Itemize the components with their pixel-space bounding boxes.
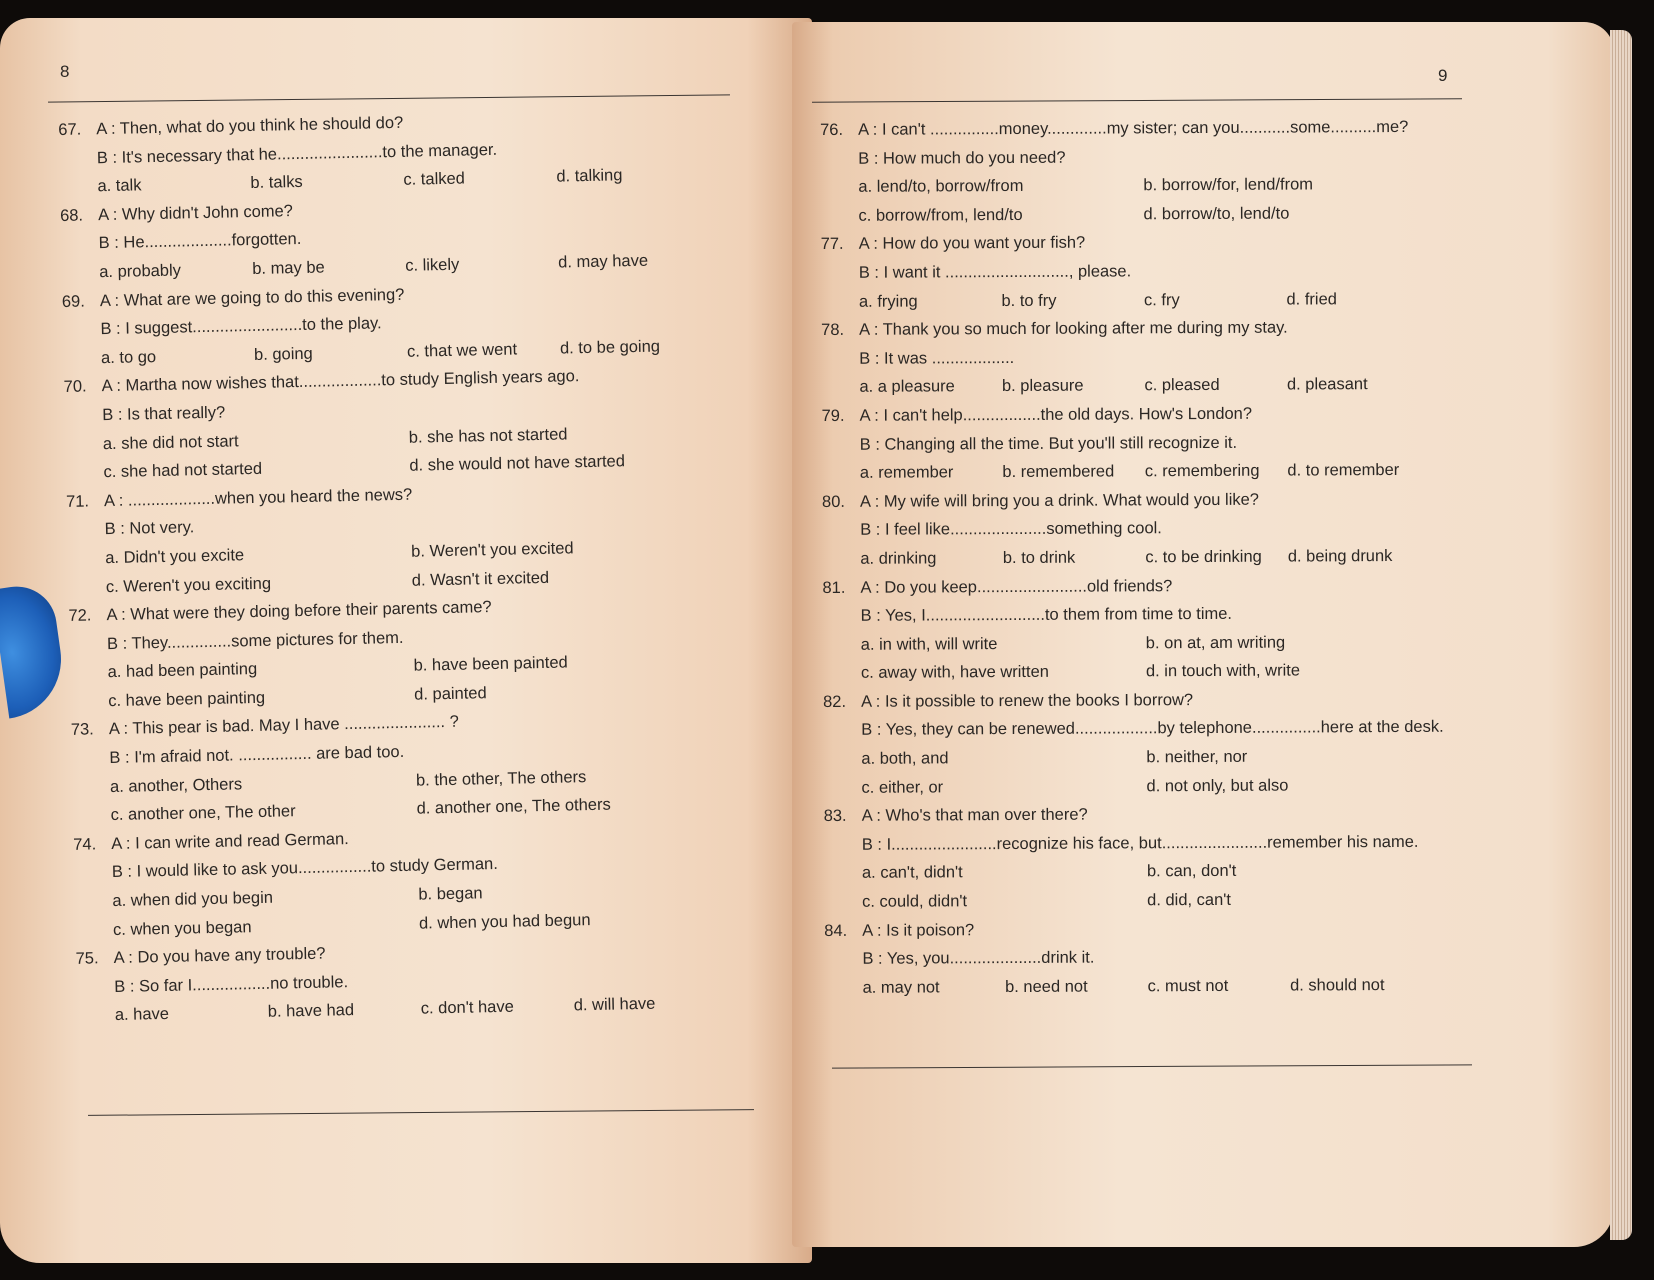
option-a[interactable]: a. drinking: [860, 549, 937, 568]
question-item: [68, 588, 720, 716]
option-d[interactable]: d. fried: [1286, 289, 1337, 309]
bottom-rule: [832, 1064, 1472, 1068]
option-b[interactable]: b. Weren't you excited: [411, 539, 574, 561]
question-line-a: [821, 227, 1429, 259]
question-text: A : Is it poison?: [862, 920, 975, 940]
question-text: A : I can't help.................the old days. How's London?: [859, 404, 1253, 425]
question-item: [60, 188, 712, 287]
option-c[interactable]: c. to be drinking: [1145, 547, 1262, 567]
option-c[interactable]: c. another one, The other: [110, 802, 296, 825]
question-text: A : Do you have any trouble?: [113, 944, 326, 968]
option-b[interactable]: b. borrow/for, lend/from: [1143, 175, 1314, 195]
options-row: [824, 885, 1432, 917]
option-b[interactable]: b. neither, nor: [1146, 747, 1248, 767]
question-item: [821, 313, 1429, 402]
option-a[interactable]: a. had been painting: [107, 660, 258, 682]
option-b[interactable]: b. talks: [250, 173, 303, 193]
question-text: A : What were they doing before their parents came?: [106, 598, 492, 625]
question-number: 72.: [68, 606, 92, 625]
option-d[interactable]: d. pleasant: [1286, 375, 1368, 394]
option-a[interactable]: a. lend/to, borrow/from: [858, 177, 1024, 196]
options-row: [823, 627, 1431, 659]
option-b[interactable]: b. remembered: [1002, 462, 1115, 482]
question-text: A : This pear is bad. May I have ...................... ?: [108, 713, 459, 739]
option-d[interactable]: d. being drunk: [1287, 546, 1393, 566]
question-text: B : Yes, you....................drink it.: [862, 948, 1095, 969]
question-number: 75.: [75, 949, 99, 969]
question-number: 84.: [824, 921, 848, 940]
question-line-a: [821, 399, 1429, 431]
option-b[interactable]: b. have been painted: [413, 653, 568, 675]
question-item: [62, 274, 714, 373]
question-text: B : I suggest........................to the play.: [100, 314, 382, 339]
option-b[interactable]: b. going: [253, 344, 313, 364]
options-row: [820, 170, 1428, 202]
option-d[interactable]: d. when you had begun: [418, 910, 591, 933]
question-line-b: [822, 427, 1430, 459]
question-text: A : Who's that man over there?: [861, 805, 1088, 826]
option-a[interactable]: a. when did you begin: [112, 888, 274, 911]
question-item: [71, 703, 723, 831]
option-d[interactable]: d. borrow/to, lend/to: [1143, 204, 1290, 224]
question-number: 67.: [58, 120, 82, 139]
question-line-b: [824, 942, 1432, 974]
option-d[interactable]: d. talking: [556, 166, 623, 186]
question-line-a: [822, 570, 1430, 602]
question-text: B : Is that really?: [102, 403, 226, 425]
option-d[interactable]: d. may have: [557, 251, 649, 272]
question-line-a: [823, 685, 1431, 717]
question-line-a: [824, 913, 1432, 945]
question-item: [821, 399, 1429, 488]
options-row: [820, 199, 1428, 231]
options-row: [822, 456, 1430, 488]
question-line-a: [822, 485, 1430, 517]
option-d[interactable]: d. to remember: [1287, 461, 1400, 480]
question-item: [75, 931, 727, 1030]
question-text: B : I.......................recognize his face, but.......................remember his name.: [861, 832, 1419, 854]
option-c[interactable]: c. have been painting: [108, 688, 266, 710]
options-row: [823, 656, 1431, 688]
question-text: A : What are we going to do this evening?: [99, 285, 405, 310]
options-row: [821, 370, 1429, 402]
option-a[interactable]: a. can't, didn't: [861, 863, 963, 883]
question-text: B : How much do you need?: [858, 148, 1066, 168]
option-d[interactable]: d. did, can't: [1147, 890, 1232, 910]
question-text: B : Not very.: [104, 518, 195, 539]
question-line-a: [824, 799, 1432, 831]
question-number: 83.: [823, 807, 847, 826]
top-rule: [48, 94, 730, 102]
question-text: B : He...................forgotten.: [98, 230, 302, 253]
option-a[interactable]: a. may not: [862, 978, 940, 997]
question-item: [66, 474, 718, 602]
question-text: A : I can't ...............money.............my sister; can you...........some..........me?: [858, 117, 1409, 139]
option-c[interactable]: c. she had not started: [103, 459, 263, 482]
option-a[interactable]: a. both, and: [861, 749, 949, 768]
question-text: B : They..............some pictures for them.: [106, 628, 404, 653]
question-number: 70.: [63, 377, 87, 397]
question-line-b: [821, 256, 1429, 288]
option-a[interactable]: a. a pleasure: [859, 377, 955, 397]
page-number: 8: [60, 62, 70, 81]
option-a[interactable]: a. have: [114, 1005, 170, 1025]
question-item: [823, 685, 1444, 803]
question-column: [58, 102, 727, 1030]
left-page: [0, 18, 812, 1263]
question-number: 68.: [59, 206, 84, 225]
option-a[interactable]: a. talk: [97, 176, 142, 196]
option-d[interactable]: d. not only, but also: [1146, 776, 1289, 795]
option-a[interactable]: a. remember: [859, 463, 954, 482]
question-text: B : It's necessary that he.......................to the manager.: [96, 140, 498, 167]
option-c[interactable]: c. likely: [405, 255, 460, 275]
option-d[interactable]: d. another one, The others: [416, 795, 611, 818]
question-number: [74, 877, 112, 878]
question-text: A : How do you want your fish?: [858, 233, 1086, 254]
question-line-a: [820, 113, 1428, 145]
option-d[interactable]: d. painted: [414, 684, 487, 704]
question-item: [824, 799, 1433, 917]
question-number: 71.: [65, 492, 90, 511]
question-text: A : Then, what do you think he should do?: [96, 113, 404, 139]
option-c[interactable]: c. borrow/from, lend/to: [858, 205, 1023, 225]
option-c[interactable]: c. must not: [1147, 976, 1229, 996]
question-line-b: [824, 828, 1432, 860]
question-text: A : Do you keep........................old friends?: [860, 576, 1173, 597]
option-b[interactable]: b. can, don't: [1146, 862, 1237, 881]
question-column: [820, 113, 1444, 1003]
question-number: 81.: [822, 578, 846, 597]
question-text: B : I would like to ask you................to study German.: [111, 855, 499, 882]
question-number: 79.: [821, 406, 845, 425]
question-number: [67, 534, 105, 535]
option-b[interactable]: b. on at, am writing: [1145, 633, 1286, 652]
question-number: [64, 420, 102, 421]
option-b[interactable]: b. have had: [267, 1001, 355, 1022]
bottom-rule: [88, 1109, 754, 1116]
question-item: [822, 485, 1430, 574]
question-item: [824, 913, 1432, 1002]
question-number: [59, 163, 97, 164]
question-number: [69, 649, 107, 650]
question-number: 73.: [70, 720, 94, 740]
option-c[interactable]: c. don't have: [420, 998, 514, 1019]
question-text: B : Yes, they can be renewed..................by telephone...............here at the desk.: [861, 718, 1444, 740]
option-c[interactable]: c. either, or: [861, 778, 944, 797]
question-number: 77.: [820, 235, 844, 254]
question-number: 74.: [73, 835, 97, 854]
option-a[interactable]: a. another, Others: [109, 774, 243, 796]
option-b[interactable]: b. the other, The others: [415, 767, 587, 790]
option-c[interactable]: c. could, didn't: [862, 892, 968, 911]
top-rule: [812, 98, 1462, 102]
question-number: 78.: [821, 321, 845, 340]
option-c[interactable]: c. when you began: [112, 917, 252, 939]
question-line-a: [821, 313, 1429, 345]
page-edge: [1610, 30, 1632, 1240]
question-text: B : I want it ..........................., please.: [858, 262, 1132, 282]
option-d[interactable]: d. to be going: [559, 337, 661, 358]
option-d[interactable]: d. in touch with, write: [1145, 661, 1301, 681]
option-c[interactable]: c. that we went: [406, 340, 518, 361]
option-c[interactable]: c. remembering: [1144, 461, 1260, 481]
question-line-b: [823, 713, 1444, 745]
option-a[interactable]: a. to go: [100, 347, 157, 367]
question-item: [73, 817, 725, 945]
question-text: B : I'm afraid not. ................ are bad too.: [109, 742, 405, 768]
option-b[interactable]: b. pleasure: [1001, 376, 1084, 396]
question-number: [72, 763, 110, 764]
question-number: [63, 334, 101, 335]
question-text: B : It was ..................: [859, 348, 1015, 368]
question-text: A : Martha now wishes that..................to study English years ago.: [101, 367, 580, 396]
question-text: B : Yes, I..........................to them from time to time.: [860, 604, 1233, 625]
option-b[interactable]: b. she has not started: [408, 424, 568, 447]
question-text: B : I feel like.....................something cool.: [860, 519, 1162, 540]
question-text: A : I can write and read German.: [111, 829, 349, 853]
question-number: [76, 992, 114, 993]
options-row: [824, 856, 1432, 888]
option-c[interactable]: c. talked: [403, 169, 466, 189]
question-item: [821, 227, 1429, 316]
option-a[interactable]: a. in with, will write: [860, 634, 998, 654]
option-a[interactable]: a. probably: [99, 261, 182, 282]
question-number: 80.: [821, 492, 846, 511]
option-b[interactable]: b. may be: [252, 258, 325, 278]
question-item: [58, 102, 710, 201]
question-number: 69.: [61, 292, 86, 311]
options-row: [823, 770, 1431, 802]
question-number: [61, 249, 99, 250]
options-row: [821, 284, 1429, 316]
option-a[interactable]: a. frying: [858, 292, 918, 311]
question-text: A : ...................when you heard the news?: [103, 485, 413, 510]
right-page: [792, 22, 1614, 1247]
question-item: [822, 570, 1431, 688]
page-number: 9: [1438, 66, 1448, 85]
question-text: A : Is it possible to renew the books I borrow?: [861, 690, 1194, 711]
question-text: B : Changing all the time. But you'll still recognize it.: [859, 433, 1238, 454]
option-d[interactable]: d. will have: [573, 995, 656, 1015]
question-text: A : Why didn't John come?: [97, 201, 294, 224]
question-number: 82.: [823, 692, 847, 711]
option-b[interactable]: b. need not: [1005, 977, 1088, 996]
option-b[interactable]: b. to fry: [1001, 291, 1057, 310]
option-b[interactable]: b. began: [418, 884, 483, 904]
question-line-b: [820, 141, 1428, 173]
option-c[interactable]: c. Weren't you exciting: [105, 574, 272, 596]
option-c[interactable]: c. away with, have written: [860, 663, 1049, 683]
option-d[interactable]: d. she would not have started: [409, 452, 626, 475]
option-a[interactable]: a. she did not start: [102, 431, 239, 453]
option-b[interactable]: b. to drink: [1002, 548, 1076, 567]
question-text: A : My wife will bring you a drink. What would you like?: [859, 490, 1259, 511]
question-text: B : So far I.................no trouble.: [114, 972, 349, 996]
question-line-b: [822, 513, 1430, 545]
option-c[interactable]: c. fry: [1143, 290, 1180, 309]
options-row: [824, 971, 1432, 1003]
question-number: 76.: [820, 120, 844, 139]
question-line-b: [821, 342, 1429, 374]
options-row: [822, 542, 1430, 574]
question-text: A : Thank you so much for looking after me during my stay.: [859, 318, 1288, 339]
option-d[interactable]: d. should not: [1290, 975, 1385, 995]
option-c[interactable]: c. pleased: [1144, 376, 1220, 395]
option-a[interactable]: a. Didn't you excite: [105, 546, 245, 568]
question-line-b: [823, 599, 1431, 631]
options-row: [823, 742, 1431, 774]
option-d[interactable]: d. Wasn't it excited: [411, 568, 550, 590]
question-item: [820, 113, 1429, 231]
question-item: [63, 360, 715, 488]
